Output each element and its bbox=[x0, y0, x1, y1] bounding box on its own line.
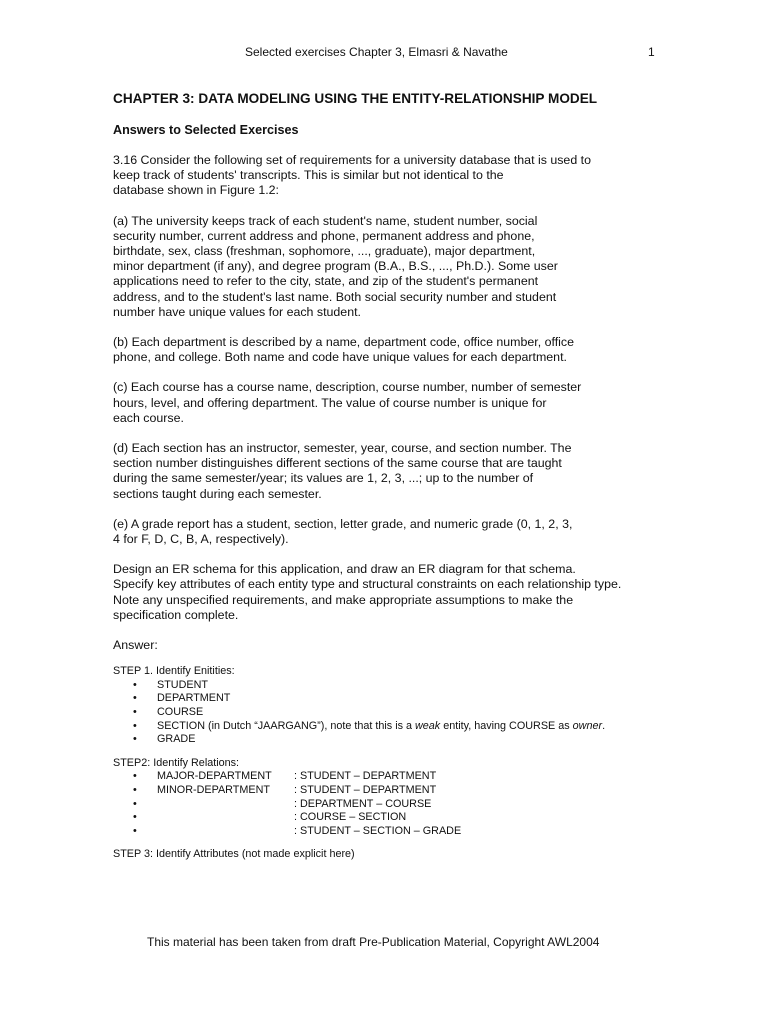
list-item bbox=[113, 720, 673, 734]
text-line: 4 for F, D, C, B, A, respectively). bbox=[113, 532, 289, 547]
text-line: address, and to the student's last name. Both social security number and student bbox=[113, 289, 557, 304]
list-item bbox=[113, 692, 673, 706]
section-title: Answers to Selected Exercises bbox=[113, 123, 299, 137]
relation-value: : DEPARTMENT – COURSE bbox=[294, 797, 432, 810]
paragraph-intro bbox=[113, 153, 673, 199]
text-line: Note any unspecified requirements, and make appropriate assumptions to make the bbox=[113, 592, 574, 607]
text-line: minor department (if any), and degree program (B.A., B.S., ..., Ph.D.). Some user bbox=[113, 259, 558, 274]
paragraph-d bbox=[113, 441, 673, 502]
text-line: hours, level, and offering department. The value of course number is unique for bbox=[113, 395, 547, 410]
entity-name: GRADE bbox=[157, 733, 196, 746]
text-line: applications need to refer to the city, state, and zip of the student's permanent bbox=[113, 274, 539, 289]
relation-value: : STUDENT – DEPARTMENT bbox=[294, 784, 437, 797]
bullet-icon: • bbox=[133, 719, 137, 732]
list-item bbox=[113, 733, 673, 747]
owner-emphasis: owner bbox=[572, 719, 603, 732]
list-item bbox=[113, 798, 673, 812]
header-title: Selected exercises Chapter 3, Elmasri & Navathe bbox=[245, 45, 508, 59]
weak-emphasis: weak bbox=[415, 719, 441, 732]
section-entity-text bbox=[157, 720, 605, 732]
text-line: birthdate, sex, class (freshman, sophomore, ..., graduate), major department, bbox=[113, 244, 536, 259]
text-line: 3.16 Consider the following set of requirements for a university database that is used to bbox=[113, 153, 591, 167]
bullet-icon: • bbox=[133, 706, 137, 719]
text-line: sections taught during each semester. bbox=[113, 486, 322, 501]
step-2-title: STEP2: Identify Relations: bbox=[113, 756, 240, 769]
bullet-icon: • bbox=[133, 784, 137, 797]
entity-name: STUDENT bbox=[157, 678, 208, 691]
step-3-title: STEP 3: Identify Attributes (not made explicit here) bbox=[113, 848, 355, 861]
bullet-icon: • bbox=[133, 811, 137, 824]
page-number: 1 bbox=[648, 45, 655, 59]
page-footer: This material has been taken from draft Pre-Publication Material, Copyright AWL2004 bbox=[147, 935, 600, 949]
bullet-icon: • bbox=[133, 770, 137, 783]
text-line: Design an ER schema for this application, and draw an ER diagram for that schema. bbox=[113, 562, 576, 577]
text-line: keep track of students' transcripts. This is similar but not identical to the bbox=[113, 168, 504, 183]
relation-name: MAJOR-DEPARTMENT bbox=[157, 770, 272, 783]
list-item bbox=[113, 706, 673, 720]
text-line: database shown in Figure 1.2: bbox=[113, 183, 280, 198]
relation-name: MINOR-DEPARTMENT bbox=[157, 784, 270, 797]
relation-value: : STUDENT – SECTION – GRADE bbox=[294, 824, 462, 837]
text-line: each course. bbox=[113, 410, 184, 425]
step-3 bbox=[113, 848, 673, 862]
bullet-icon: • bbox=[133, 692, 137, 705]
text-fragment: entity, having COURSE as bbox=[440, 719, 573, 732]
entity-name: DEPARTMENT bbox=[157, 692, 231, 705]
step-1-title: STEP 1. Identify Enitities: bbox=[113, 665, 235, 678]
text-line: phone, and college. Both name and code have unique values for each department. bbox=[113, 350, 567, 365]
list-item bbox=[113, 679, 673, 693]
paragraph-e bbox=[113, 517, 673, 547]
paragraph-b bbox=[113, 335, 673, 365]
bullet-icon: • bbox=[133, 797, 137, 810]
text-line: (c) Each course has a course name, description, course number, number of semester bbox=[113, 380, 582, 395]
paragraph-c bbox=[113, 380, 673, 426]
relation-value: : COURSE – SECTION bbox=[294, 811, 407, 824]
answer-label: Answer: bbox=[113, 638, 158, 653]
bullet-icon: • bbox=[133, 733, 137, 746]
text-line: specification complete. bbox=[113, 607, 239, 622]
text-line: (d) Each section has an instructor, semester, year, course, and section number. The bbox=[113, 441, 572, 456]
text-line: number have unique values for each student. bbox=[113, 304, 361, 319]
chapter-title: CHAPTER 3: DATA MODELING USING THE ENTITY-RELATIONSHIP MODEL bbox=[113, 91, 598, 106]
entity-list bbox=[113, 679, 673, 747]
relation-value: : STUDENT – DEPARTMENT bbox=[294, 770, 437, 783]
list-item bbox=[113, 784, 673, 798]
bullet-icon: • bbox=[133, 824, 137, 837]
text-line: Specify key attributes of each entity type and structural constraints on each relationship type. bbox=[113, 577, 622, 592]
paragraph-design bbox=[113, 562, 673, 623]
text-fragment: SECTION (in Dutch “JAARGANG”), note that this is a bbox=[157, 719, 415, 732]
paragraph-a bbox=[113, 214, 673, 320]
step-1 bbox=[113, 665, 673, 747]
text-fragment: . bbox=[602, 719, 606, 732]
list-item bbox=[113, 770, 673, 784]
text-line: (a) The university keeps track of each student's name, student number, social bbox=[113, 213, 538, 228]
bullet-icon: • bbox=[133, 678, 137, 691]
text-line: section number distinguishes different sections of the same course that are taught bbox=[113, 456, 562, 471]
relation-list bbox=[113, 770, 673, 838]
text-line: (b) Each department is described by a name, department code, office number, office bbox=[113, 335, 575, 350]
text-line: security number, current address and phone, permanent address and phone, bbox=[113, 228, 535, 243]
entity-name: COURSE bbox=[157, 706, 204, 719]
list-item bbox=[113, 811, 673, 825]
text-line: during the same semester/year; its values are 1, 2, 3, ...; up to the number of bbox=[113, 471, 534, 486]
step-2 bbox=[113, 757, 673, 839]
text-line: (e) A grade report has a student, section, letter grade, and numeric grade (0, 1, 2, 3, bbox=[113, 516, 573, 531]
document-body bbox=[113, 90, 673, 862]
list-item bbox=[113, 825, 673, 839]
